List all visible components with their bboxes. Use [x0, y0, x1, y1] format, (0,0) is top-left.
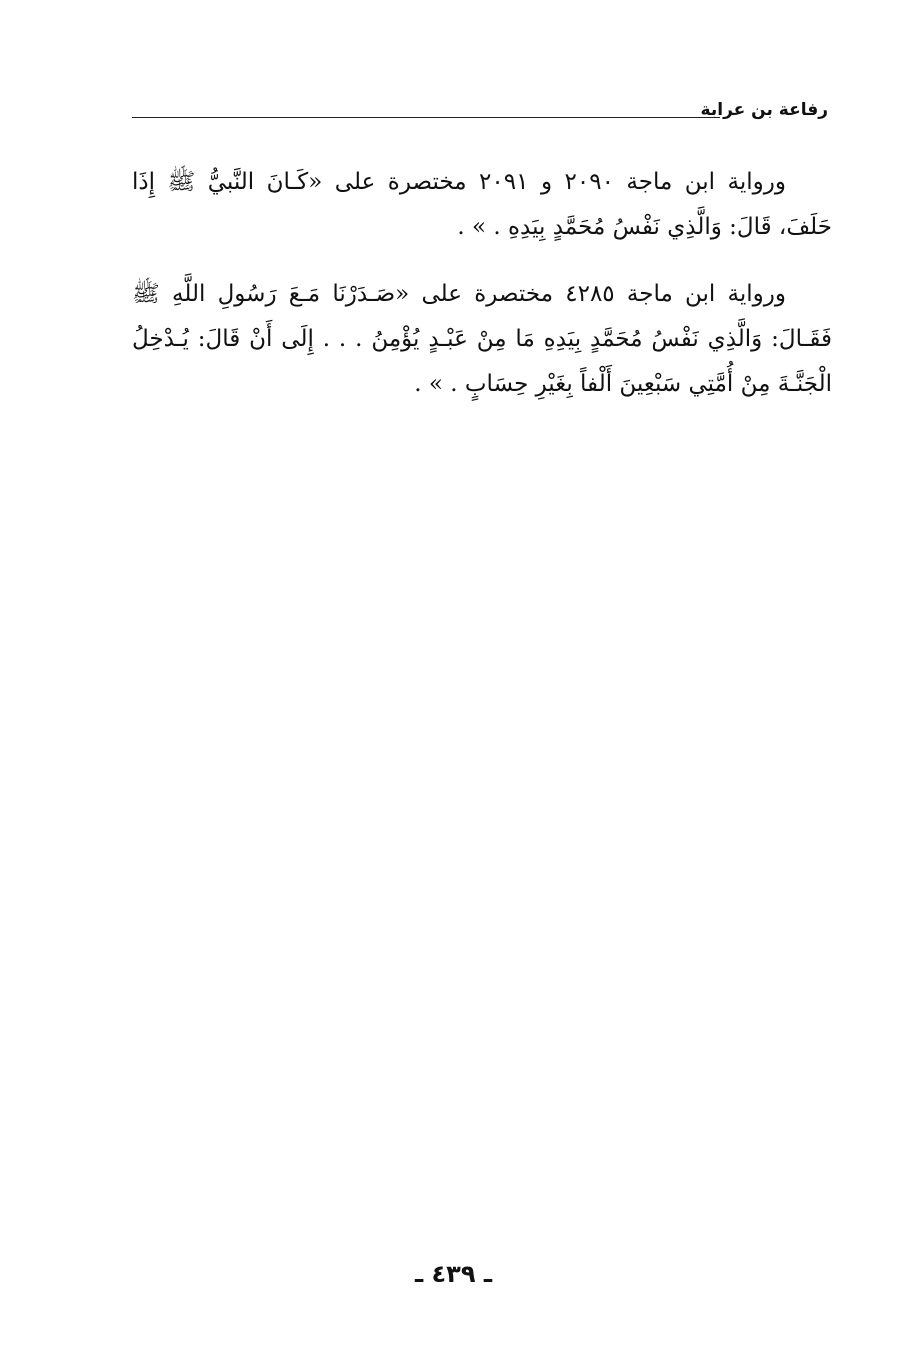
page-number: ـ ٤٣٩ ـ [414, 1260, 493, 1288]
page-body [132, 160, 832, 429]
header-title: رفاعة بن عرابة [700, 100, 828, 120]
running-header [132, 100, 828, 130]
header-rule [132, 117, 720, 118]
paragraph-ibn-majah-2090: ورواية ابن ماجة ٢٠٩٠ و ٢٠٩١ مختصرة على «كَـانَ النَّبيُّ ﷺ إِذَا حَلَفَ، قَالَ: وَالَّذِي نَفْسُ مُحَمَّدٍ بِيَدِهِ . » . [132, 169, 832, 240]
paragraph-ibn-majah-4285: ورواية ابن ماجة ٤٢٨٥ مختصرة على «صَـدَرْنَا مَـعَ رَسُولِ اللَّهِ ﷺ فَقَـالَ: وَالَّذِي نَفْسُ مُحَمَّدٍ بِيَدِهِ مَا مِنْ عَبْـدٍ يُؤْمِنُ . . . إِلَى أَنْ قَالَ: يُـدْخِلُ الْجَنَّـةَ مِنْ أُمَّتِي سَبْعِينَ أَلْفاً بِغَيْرِ حِسَابٍ . » . [132, 281, 832, 397]
